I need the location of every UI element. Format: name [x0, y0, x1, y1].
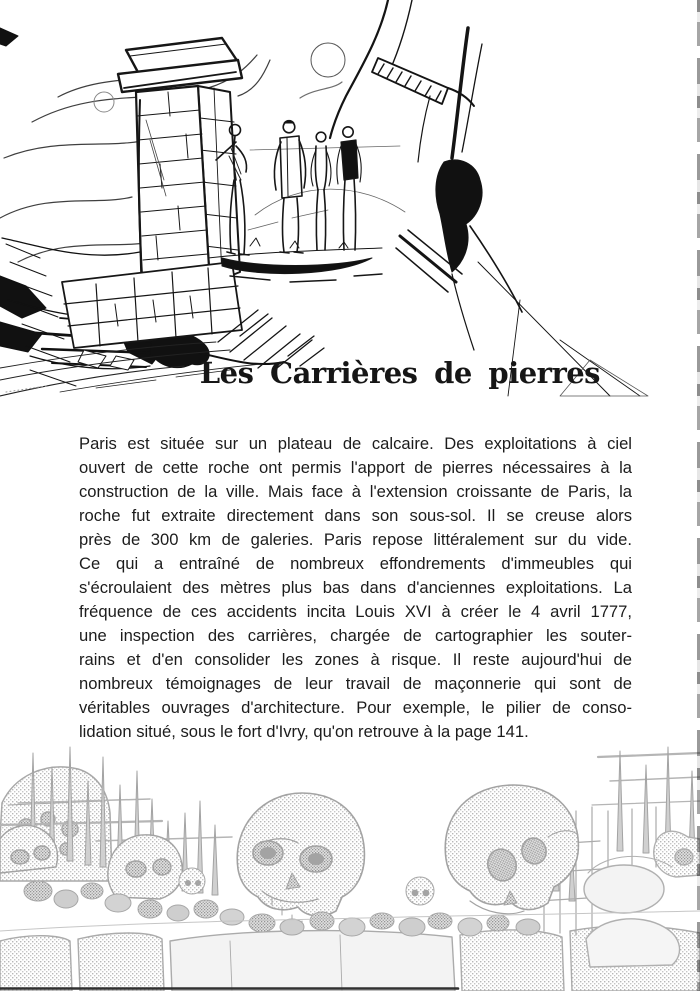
paragraph-line: rains et d'en consolider les zones à risque. Il reste aujourd'hui de [79, 650, 632, 669]
paragraph-line: nombreux témoignages de leur travail de maçonnerie qui sont de [79, 674, 632, 693]
paragraph-line: fréquence de ces accidents incita Louis XVI à créer le 4 avril 1777, [79, 602, 632, 621]
chapter-title: Les Carrières de pierres [199, 356, 600, 390]
paragraph-line: véritables ouvrages d'architecture. Pour exemple, le pilier de conso- [79, 698, 632, 717]
stone-pillar [62, 38, 242, 370]
catacomb-skulls-halftone-illustration [0, 741, 700, 991]
paragraph-line: Ce qui a entraîné de nombreux effondrements d'immeubles qui [79, 554, 632, 573]
faint-circle-right [311, 43, 345, 77]
paragraph-line: Paris est située sur un plateau de calcaire. Des exploitations à ciel [79, 434, 632, 453]
skull-center-right [445, 785, 578, 914]
paragraph-line: ouvert de cette roche ont permis l'apport de pierres nécessaires à la [79, 458, 632, 477]
skull-center-left [237, 793, 364, 929]
paragraph-line: construction de la ville. Mais face à l'extension croissante de Paris, la [79, 482, 632, 501]
quarry-pillar-sketch-illustration [0, 0, 700, 400]
paragraph-line: roche fut extraite directement dans son sous-sol. Il se creuse alors [79, 506, 632, 525]
paragraph-line: lidation situé, sous le fort d'Ivry, qu'on retrouve à la page 141. [79, 722, 529, 741]
paragraph-line: près de 300 km de galeries. Paris repose littéralement sur du vide. [79, 530, 632, 549]
paragraph-line: s'écroulaient des mètres plus bas dans d'anciennes exploitations. La [79, 578, 632, 597]
paragraph-line: une inspection des carrières, chargée de cartographier les souter- [79, 626, 632, 645]
faint-circle-left [94, 92, 114, 112]
body-paragraph [79, 432, 632, 744]
